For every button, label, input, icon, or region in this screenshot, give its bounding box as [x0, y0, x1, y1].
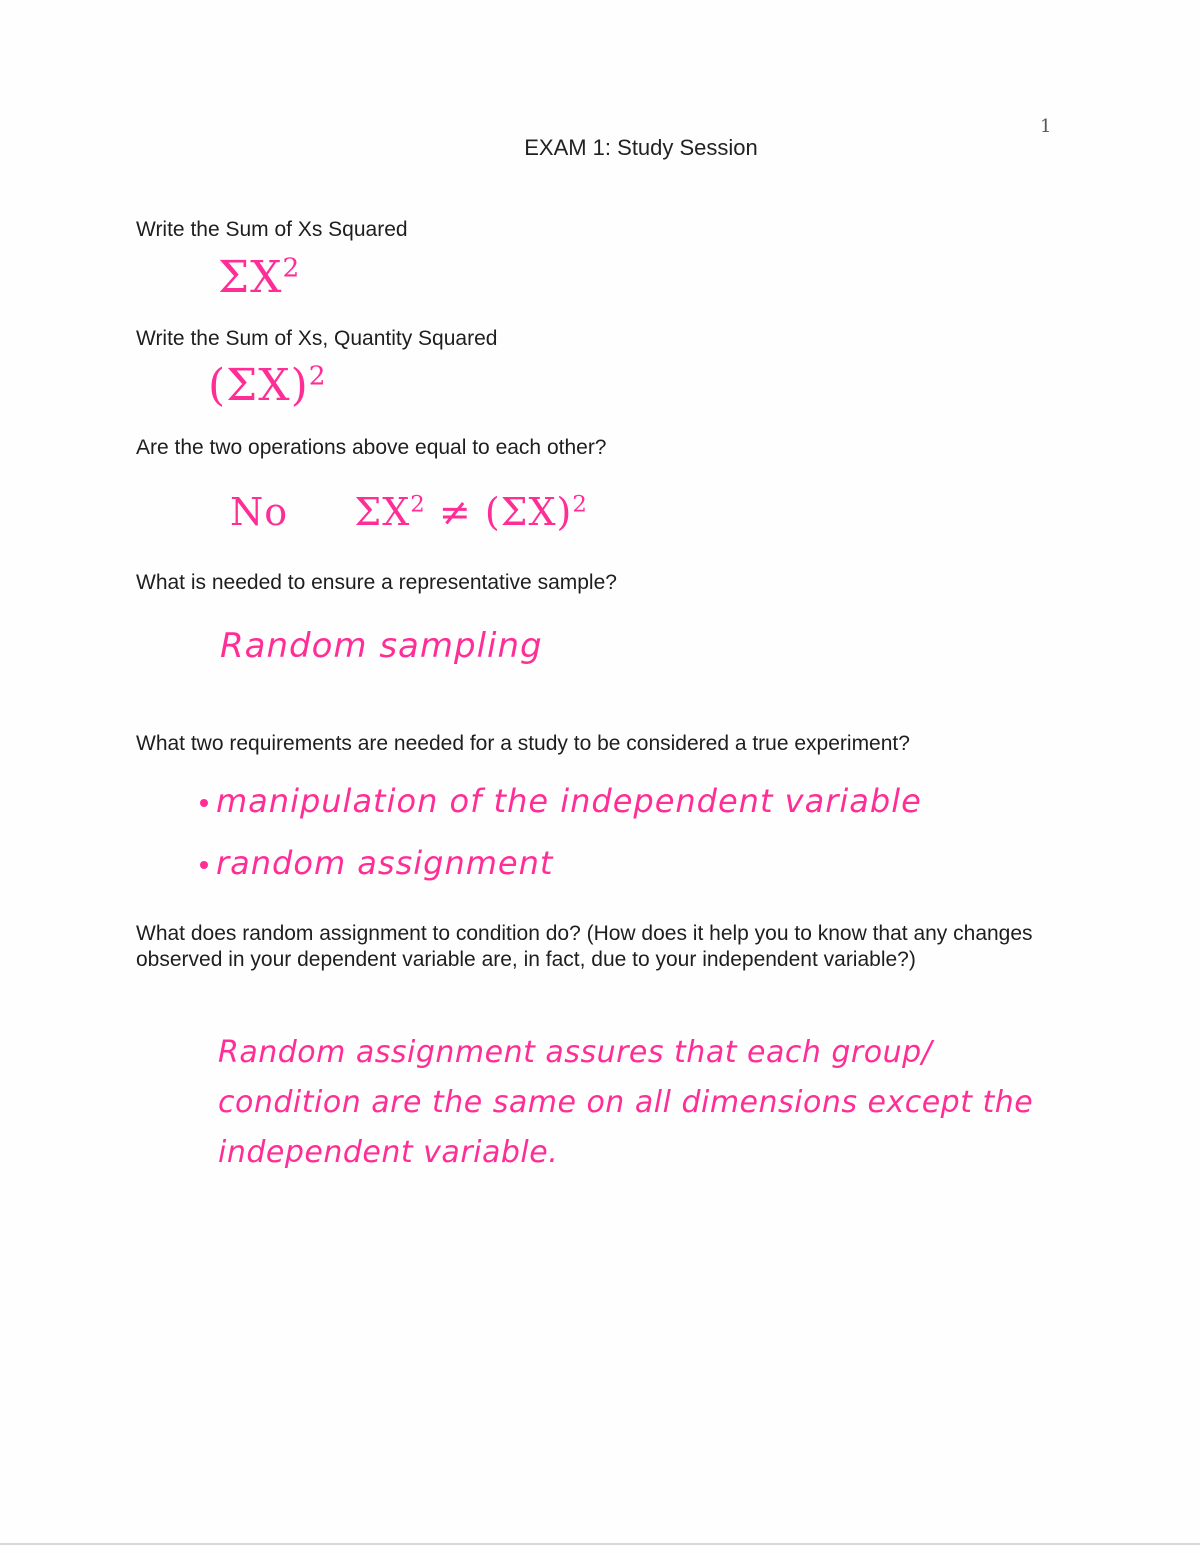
open-paren: (	[208, 360, 227, 411]
question-4: What is needed to ensure a representative sample?	[136, 571, 617, 594]
answer-1	[218, 252, 300, 303]
scan-edge-divider	[0, 1543, 1200, 1545]
answer-3	[230, 490, 588, 534]
sigma-symbol: Σ	[226, 360, 259, 411]
question-5: What two requirements are needed for a study to be considered a true experiment?	[136, 732, 910, 755]
close-paren: )	[290, 360, 309, 411]
sigma-symbol: Σ	[354, 490, 383, 534]
answer-no: No	[230, 490, 289, 534]
page-number: 1	[1040, 116, 1052, 137]
question-1: Write the Sum of Xs Squared	[136, 218, 408, 241]
answer-6: Random assignment assures that each group/ condition are the same on all dimensions except the independent variable.	[218, 1035, 1034, 1170]
answer-5-list	[200, 770, 922, 894]
question-3: Are the two operations above equal to each other?	[136, 436, 607, 459]
question-6: What does random assignment to condition do? (How does it help you to know that any changes observed in your dependent variable are, in fact, due to your independent variable?)	[136, 922, 1033, 971]
bullet-icon	[200, 799, 208, 807]
answer-4: Random sampling	[220, 626, 543, 666]
exponent: 2	[282, 252, 301, 284]
exponent: 2	[308, 360, 327, 392]
exponent: 2	[410, 491, 426, 518]
bullet-icon	[200, 861, 208, 869]
x-variable: X	[258, 360, 291, 411]
question-2: Write the Sum of Xs, Quantity Squared	[136, 327, 498, 350]
x-variable: X	[382, 490, 411, 534]
answer-2	[208, 360, 327, 411]
sigma-symbol: Σ	[218, 252, 251, 303]
list-item: random assignment	[200, 832, 922, 894]
list-item: manipulation of the independent variable	[200, 770, 922, 832]
page-title: EXAM 1: Study Session	[524, 135, 758, 160]
x-variable: X	[250, 252, 283, 303]
rhs-expression: (ΣX)	[484, 490, 573, 534]
exponent: 2	[572, 491, 588, 518]
not-equal-symbol: ≠	[438, 490, 472, 534]
